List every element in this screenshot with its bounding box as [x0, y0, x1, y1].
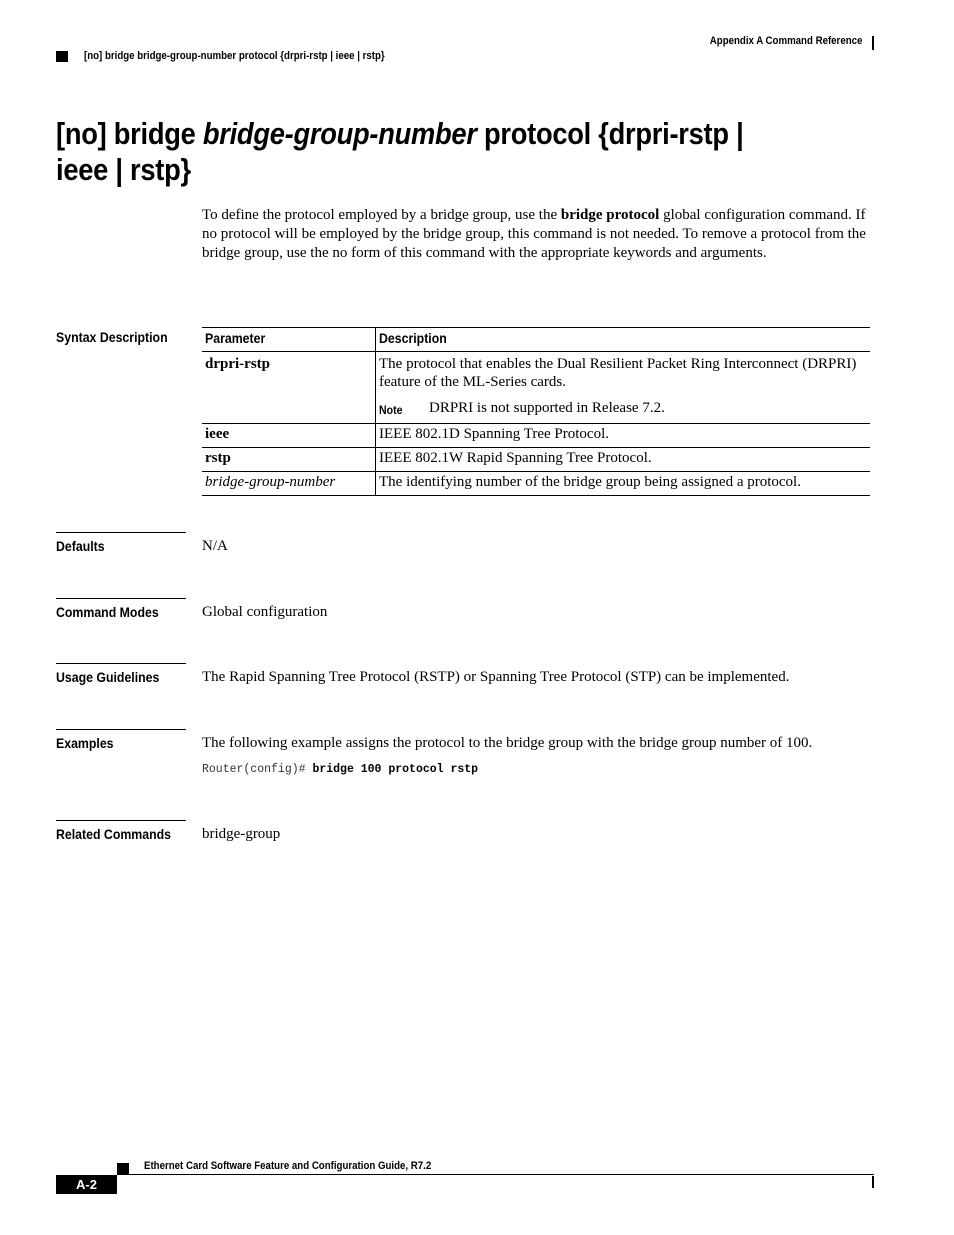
related-commands-label	[56, 826, 186, 842]
desc-cell: IEEE 802.1W Rapid Spanning Tree Protocol.	[376, 448, 871, 472]
param-cell: ieee	[202, 424, 376, 448]
section-rule	[56, 532, 186, 533]
intro-text-after: global configuration command. If no protocol will be employed by the bridge group, this command is not needed. To remove a protocol from the bridge group, use the no form of this command with the appropriate keywords and arguments.	[202, 207, 866, 261]
column-header-parameter	[202, 328, 376, 352]
header-marker	[56, 51, 68, 62]
section-rule	[56, 729, 186, 730]
table-row	[202, 448, 870, 472]
table-header-row	[202, 328, 870, 352]
note	[379, 399, 867, 419]
title-part3: protocol {drpri-rstp | ieee | rstp}	[56, 116, 744, 187]
title-argument: bridge-group-number	[202, 116, 477, 151]
note-label	[379, 399, 429, 419]
desc-cell	[376, 352, 871, 424]
examples-value: The following example assigns the protocol to the bridge group with the bridge group number of 100.	[202, 735, 813, 751]
examples-label-text: Examples	[56, 735, 114, 751]
header-section: Appendix A Command Reference	[709, 35, 862, 47]
table-row	[202, 424, 870, 448]
example-code	[202, 763, 478, 776]
footer-guide-title: Ethernet Card Software Feature and Configuration Guide, R7.2	[144, 1160, 432, 1172]
note-label-text: Note	[379, 403, 403, 417]
header-running-title: [no] bridge bridge-group-number protocol {drpri-rstp | ieee | rstp}	[84, 50, 385, 62]
examples-label	[56, 735, 186, 751]
desc-cell: The identifying number of the bridge group being assigned a protocol.	[376, 472, 871, 496]
table-row	[202, 352, 870, 424]
section-rule	[56, 663, 186, 664]
footer-end-rule	[872, 1176, 874, 1188]
related-commands-value: bridge-group	[202, 826, 281, 842]
usage-guidelines-label	[56, 669, 186, 685]
intro-paragraph	[202, 206, 874, 263]
syntax-table	[202, 327, 870, 496]
title-part1: [no] bridge	[56, 116, 203, 151]
command-modes-label	[56, 604, 186, 620]
code-command: bridge 100 protocol rstp	[312, 763, 479, 776]
header-rule	[872, 36, 874, 50]
section-rule	[56, 820, 186, 821]
usage-guidelines-label-text: Usage Guidelines	[56, 669, 160, 685]
intro-text-before: To define the protocol employed by a bridge group, use the	[202, 207, 561, 223]
section-rule	[56, 598, 186, 599]
table-row	[202, 472, 870, 496]
note-text: DRPRI is not supported in Release 7.2.	[429, 400, 665, 416]
command-modes-label-text: Command Modes	[56, 604, 159, 620]
intro-command: bridge protocol	[560, 207, 660, 223]
footer-marker	[117, 1163, 129, 1174]
desc-cell: IEEE 802.1D Spanning Tree Protocol.	[376, 424, 871, 448]
related-commands-label-text: Related Commands	[56, 826, 172, 842]
usage-guidelines-value: The Rapid Spanning Tree Protocol (RSTP) or Spanning Tree Protocol (STP) can be implemented.	[202, 669, 790, 685]
param-cell: drpri-rstp	[202, 352, 376, 424]
column-header-description-text: Description	[379, 330, 447, 346]
syntax-description-label-text: Syntax Description	[56, 329, 168, 345]
page-title	[56, 116, 778, 188]
code-prompt: Router(config)#	[202, 763, 306, 776]
param-cell: bridge-group-number	[202, 472, 376, 496]
syntax-description-label	[56, 329, 186, 345]
defaults-label	[56, 538, 186, 554]
column-header-description	[376, 328, 871, 352]
command-modes-value: Global configuration	[202, 604, 328, 620]
column-header-parameter-text: Parameter	[205, 330, 266, 346]
footer-rule	[117, 1174, 874, 1175]
defaults-label-text: Defaults	[56, 538, 105, 554]
page-number: A-2	[56, 1175, 117, 1194]
defaults-value: N/A	[202, 538, 228, 554]
desc-text: The protocol that enables the Dual Resilient Packet Ring Interconnect (DRPRI) feature of the ML-Series cards.	[379, 356, 857, 390]
param-cell: rstp	[202, 448, 376, 472]
